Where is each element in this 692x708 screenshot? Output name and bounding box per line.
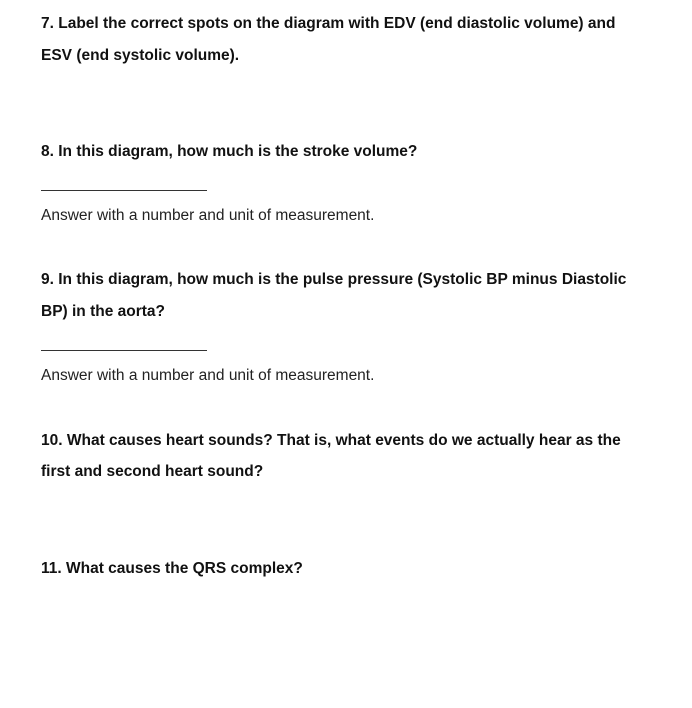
question-9-instruction: Answer with a number and unit of measurement. — [41, 367, 375, 384]
answer-blank-8[interactable] — [41, 190, 207, 191]
question-9-line-1: 9. In this diagram, how much is the pulse pressure (Systolic BP minus Diastolic — [41, 271, 627, 288]
question-9-line-2: BP) in the aorta? — [41, 303, 166, 320]
question-8-instruction: Answer with a number and unit of measurement. — [41, 207, 375, 224]
question-10-line-1: 10. What causes heart sounds? That is, what events do we actually hear as the — [41, 432, 621, 449]
question-10-line-2: first and second heart sound? — [41, 463, 264, 480]
question-8-line-1: 8. In this diagram, how much is the stroke volume? — [41, 143, 418, 160]
question-7-line-1: 7. Label the correct spots on the diagram with EDV (end diastolic volume) and — [41, 15, 616, 32]
question-7-line-2: ESV (end systolic volume). — [41, 47, 240, 64]
answer-blank-9[interactable] — [41, 350, 207, 351]
question-11-line-1: 11. What causes the QRS complex? — [41, 560, 303, 577]
